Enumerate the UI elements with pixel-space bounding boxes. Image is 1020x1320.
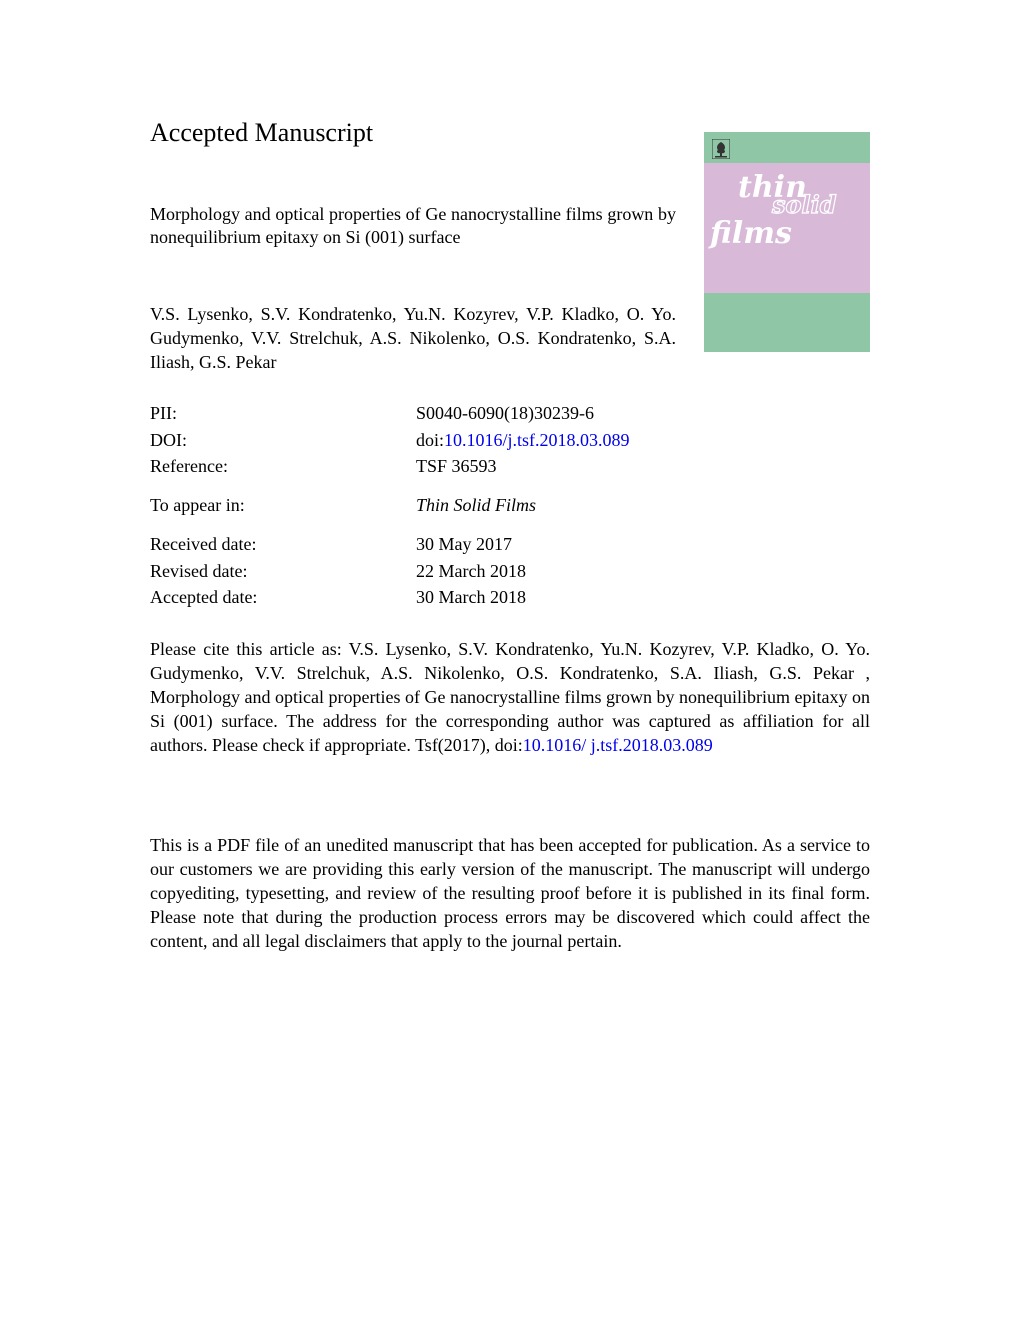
accepted-label: Accepted date: xyxy=(150,587,258,607)
pii-label: PII: xyxy=(150,403,177,423)
manuscript-notice: This is a PDF file of an unedited manuscript that has been accepted for publication. As a service to our customers we are providing this early version of the manuscript. The manuscript will undergo copyediting, typesetting, and review of the resulting proof before it is published in its final form. Please note that during the production process errors may be discovered which could affect the content, and all legal disclaimers that apply to the journal pertain. xyxy=(150,835,870,951)
reference-value: TSF 36593 xyxy=(416,456,497,476)
citation-doi-link[interactable]: 10.1016/ j.tsf.2018.03.089 xyxy=(522,735,713,755)
appear-label: To appear in: xyxy=(150,495,245,515)
journal-cover xyxy=(704,132,870,352)
citation-paragraph xyxy=(150,637,870,757)
accepted-value: 30 March 2018 xyxy=(416,587,526,607)
received-value: 30 May 2017 xyxy=(416,534,512,554)
doi-link[interactable]: 10.1016/j.tsf.2018.03.089 xyxy=(444,430,630,450)
author-list: V.S. Lysenko, S.V. Kondratenko, Yu.N. Kozyrev, V.P. Kladko, O. Yo. Gudymenko, V.V. Strelchuk, A.S. Nikolenko, O.S. Kondratenko, S.A. Iliash, G.S. Pekar xyxy=(150,304,676,372)
doi-prefix: doi: xyxy=(416,430,445,450)
meta-row-received xyxy=(150,531,670,557)
meta-row-doi xyxy=(150,427,670,453)
pii-value: S0040-6090(18)30239-6 xyxy=(416,403,594,423)
revised-value: 22 March 2018 xyxy=(416,561,526,581)
article-title: Morphology and optical properties of Ge nanocrystalline films grown by nonequilibrium epitaxy on Si (001) surface xyxy=(150,204,676,247)
wordmark-thin: thin xyxy=(738,170,807,205)
meta-row-appear xyxy=(150,492,670,518)
reference-label: Reference: xyxy=(150,456,228,476)
meta-row-reference xyxy=(150,453,670,479)
journal-name: Thin Solid Films xyxy=(416,495,537,515)
doi-label: DOI: xyxy=(150,430,187,450)
elsevier-tree-icon xyxy=(712,139,730,159)
meta-row-revised xyxy=(150,558,670,584)
doi-value xyxy=(416,427,630,453)
meta-row-accepted xyxy=(150,584,670,610)
wordmark-solid: solid xyxy=(772,190,837,219)
wordmark-films: films xyxy=(710,216,792,251)
page-heading: Accepted Manuscript xyxy=(150,118,374,147)
citation-text: Please cite this article as: V.S. Lysenko, S.V. Kondratenko, Yu.N. Kozyrev, V.P. Kladko, O. Yo. Gudymenko, V.V. Strelchuk, A.S. Nikolenko, O.S. Kondratenko, S.A. Iliash, G.S. Pekar , Morphology and optical properties of Ge nanocrystalline films grown by nonequilibrium epitaxy on Si (001) surface. The address for the corresponding author was captured as affiliation for all authors. Please check if appropriate. Tsf(2017), doi: xyxy=(150,639,870,755)
journal-wordmark xyxy=(704,163,870,293)
received-label: Received date: xyxy=(150,534,257,554)
revised-label: Revised date: xyxy=(150,561,248,581)
meta-row-pii xyxy=(150,400,670,426)
